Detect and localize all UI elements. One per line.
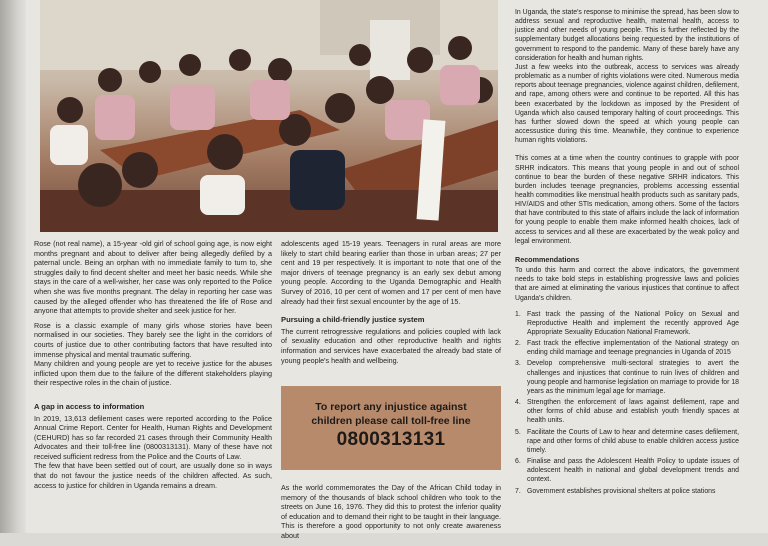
list-text: Facilitate the Courts of Law to hear and determine cases defilement, rape and other forms of child abuse to enable children access justice timely. bbox=[527, 428, 739, 454]
classroom-photo bbox=[40, 0, 498, 232]
list-number: 1. bbox=[515, 310, 521, 318]
list-text: Fast track the passing of the National Policy on Sexual and Reproductive Health and implement the recently approved Age Appropriate Sexuality Education National Framework. bbox=[527, 310, 739, 336]
article-paragraph: This comes at a time when the country continues to grapple with poor SRHR indicators. This means that young people in and out of school continue to bear the burden of these negative SRHR indicators. This burden includes teenage pregnancies, problems accessing essential health commodities like menstrual health products such as sanitary pads, HIV/AIDS and other STIs medication, among others. Some of the factors that have contributed to this state of affairs include the lack of information for young people to enable them make informed health choices, lack of access to services and all these are exacerbated by the weak policy and legal environment. bbox=[515, 155, 739, 245]
list-number: 5. bbox=[515, 428, 521, 436]
list-text: Fast track the effective implementation of the National strategy on ending child marriage and teenage pregnancies in Uganda of 2015 bbox=[527, 340, 739, 357]
list-item bbox=[515, 359, 739, 396]
list-number: 4. bbox=[515, 399, 521, 407]
article-paragraph: To undo this harm and correct the above indicators, the government needs to take bold steps in establishing progressive laws and policies that are aimed at eliminating the various injustices that continue to affect Uganda's children. bbox=[515, 267, 739, 302]
list-item bbox=[515, 398, 739, 425]
article-paragraph: The few that have been settled out of court, are usually done so in ways that do not favour the justice needs of the children affected. As such, access to justice for children in Uganda remains a dream. bbox=[34, 461, 272, 490]
list-number: 3. bbox=[515, 360, 521, 368]
recommendations-list bbox=[515, 310, 739, 496]
toll-free-advert bbox=[281, 386, 501, 470]
advert-phone-number: 0800313131 bbox=[336, 429, 446, 450]
list-text: Strengthen the enforcement of laws against defilement, rape and other forms of child abuse and establish youth friendly spaces at health units. bbox=[527, 399, 739, 425]
section-heading: A gap in access to information bbox=[34, 401, 145, 411]
article-paragraph: adolescents aged 15-19 years. Teenagers in rural areas are more likely to start child bearing earlier than those in urban areas; 27 per cent and 19 per respectively. It is important to note that one of the major drivers of teenage pregnancy is an early sex debut among young people. According to the Uganda Demographic and Health Survey of 2016, 10 per cent of women and 17 per cent of men have already had their first sexual encounter by the age of 15. bbox=[281, 239, 501, 306]
article-paragraph: Rose is a classic example of many girls whose stories have been normalised in our societies. They barely see the light in the corridors of courts of justice due to other contributing factors that have resulted into immense physical and mental traumatic suffering. bbox=[34, 320, 272, 359]
list-item bbox=[515, 428, 739, 455]
list-number: 7. bbox=[515, 487, 521, 495]
page-gutter-shadow bbox=[0, 0, 26, 533]
right-column bbox=[515, 8, 739, 498]
article-paragraph: Many children and young people are yet to receive justice for the abuses inflicted upon them due to the failure of the different stakeholders playing their respective roles in the chain of justice. bbox=[34, 359, 272, 388]
middle-column bbox=[281, 239, 501, 370]
article-paragraph: In Uganda, the state's response to minimise the spread, has been slow to address sexual and reproductive health, maternal health, access to justice and other needs of young people. This is further reflected by the supplementary budget allocations being requested by the institutions of government to respond to the pandemic. Many of these barely have any consideration for health and human rights. bbox=[515, 9, 739, 62]
list-item bbox=[515, 457, 739, 484]
list-text: Develop comprehensive multi-sectoral strategies to avert the challenges and injustices that continue to ruin lives of children and young people and harmonise legislation on marriage to provide for 18 years as the minimum legal age for marriage. bbox=[527, 360, 739, 395]
article-paragraph: In 2019, 13,613 defilement cases were reported according to the Police Annual Crime Report. Center for Health, Human Rights and Development (CEHURD) has so far recorded 21 cases through their Community Health Advocates and their toll-free line (0800313131). Many of these have not received sufficient redress from the Police and the Courts of Law. bbox=[34, 413, 272, 461]
middle-column-bottom bbox=[281, 483, 501, 546]
list-text: Finalise and pass the Adolescent Health Policy to update issues of adolescent health in national and global development trends and context. bbox=[527, 458, 739, 484]
article-paragraph: The current retrogressive regulations and policies coupled with lack of sexuality education and other reproductive health and rights information and services have exacerbated the already bad state of young people's health and wellbeing. bbox=[281, 326, 501, 365]
list-number: 6. bbox=[515, 458, 521, 466]
advert-line-1: To report any injustice against bbox=[315, 401, 467, 413]
article-paragraph: Just a few weeks into the outbreak, access to services was already problematic as a number of rights violations were cited. Numerous media reports about teenage pregnancies, violence against children, defilement, and rape, among others were and continue to be reported. All this has been exacerbated by the lockdown as imposed by the President of Uganda which also caused temporary halting of court proceedings. This has further slowed down the speed at which young people can accessustice during this time. Meanwhile, they continue to experience human rights violations. bbox=[515, 63, 739, 145]
list-item bbox=[515, 487, 739, 496]
left-column bbox=[34, 239, 272, 495]
section-heading: Pursuing a child-friendly justice system bbox=[281, 315, 425, 325]
advert-line-2: children please call toll-free line bbox=[311, 415, 471, 427]
list-item bbox=[515, 339, 739, 357]
article-paragraph: Rose (not real name), a 15-year -old girl of school going age, is now eight months pregnant and about to deliver after being allegedly defiled by a paternal uncle. Being an orphan with no immediate family to turn to, she struggles daily to find decent shelter and meet her basic needs. While she stays in the care of a well-wisher, her case was only reported to the Police when she was five months pregnant. The delay in reporting her case was caused by the alleged offender who has threatened the life of Rose and anyone that attempts to provide shelter and seek justice for her. bbox=[34, 239, 272, 316]
list-item bbox=[515, 310, 739, 337]
list-text: Government establishes provisional shelters at police stations bbox=[527, 487, 716, 495]
article-paragraph: As the world commemorates the Day of the African Child today in memory of the thousands of black school children who took to the streets on June 16, 1976. They did this to protest the inferior quality of education and to demand their right to be taught in their language. This is therefore a good opportunity to not only create awareness about bbox=[281, 483, 501, 540]
list-number: 2. bbox=[515, 340, 521, 348]
section-heading: Recommendations bbox=[515, 254, 580, 264]
